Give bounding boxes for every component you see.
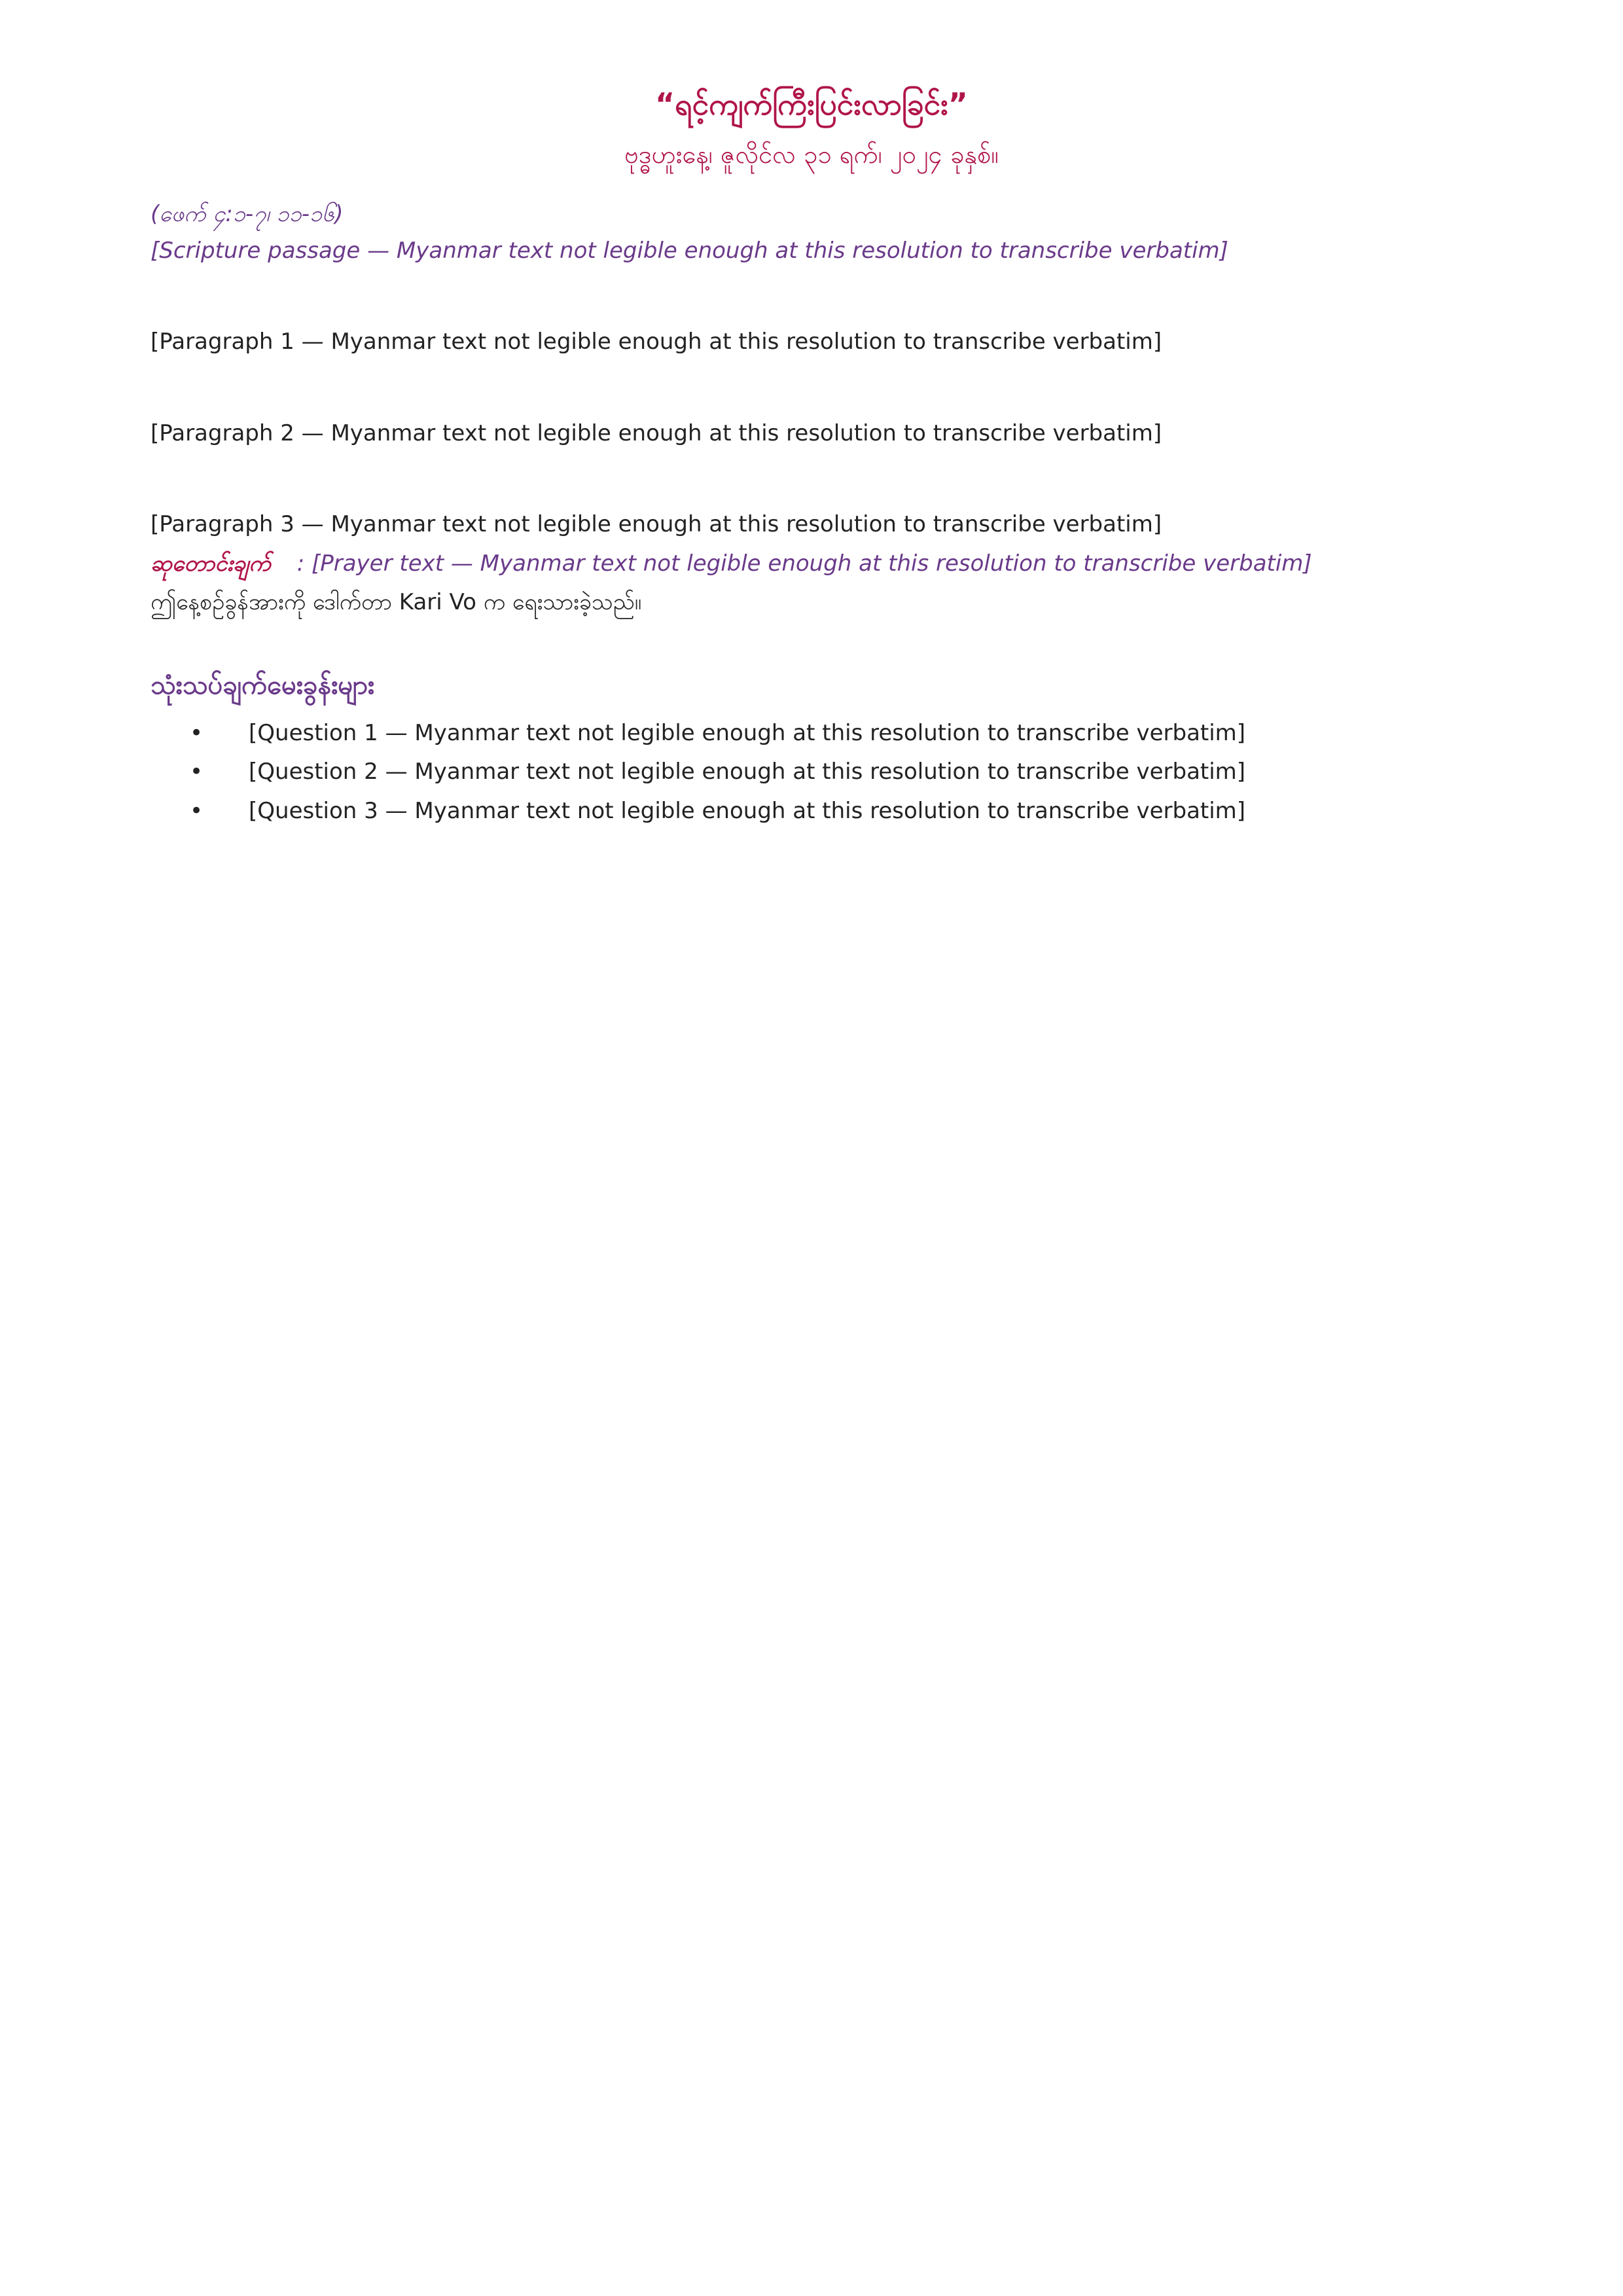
body-paragraph-2: [Paragraph 2 — Myanmar text not legible enough at this resolution to transcribe verbatim] [151,420,1162,446]
list-item [190,792,1472,831]
body-paragraph-3: [Paragraph 3 — Myanmar text not legible enough at this resolution to transcribe verbatim] [151,511,1162,538]
page-title: “ရင့်ကျက်ကြီးပြင်းလာခြင်း” [654,86,969,122]
prayer-label: ဆုတောင်းချက် [151,550,271,577]
list-item [190,753,1472,792]
bullet-icon: • [190,759,204,785]
scripture-reference: (ဖေက် ၄:၁-၇၊ ၁၁-၁၆) [151,201,344,228]
question-text-1: [Question 1 — Myanmar text not legible enough at this resolution to transcribe verbatim] [249,719,1246,746]
list-item [190,714,1472,753]
author-line: ဤနေ့စဉ်ခွန်အားကို ဒေါက်တာ Kari Vo က ရေးသားခဲ့သည်။ [151,589,642,616]
scripture-quote: [Scripture passage — Myanmar text not legible enough at this resolution to transcribe verbatim] [151,237,1228,264]
reflection-questions-heading: သုံးသပ်ချက်မေးခွန်းများ [151,670,375,700]
prayer [151,545,1472,584]
body-paragraph-1: [Paragraph 1 — Myanmar text not legible enough at this resolution to transcribe verbatim] [151,329,1162,355]
question-text-3: [Question 3 — Myanmar text not legible enough at this resolution to transcribe verbatim] [249,797,1246,824]
prayer-text: : [Prayer text — Myanmar text not legible enough at this resolution to transcribe verbatim] [296,550,1312,577]
question-text-2: [Question 2 — Myanmar text not legible enough at this resolution to transcribe verbatim] [249,759,1246,785]
bullet-icon: • [190,797,204,824]
reflection-questions-list [151,714,1472,831]
page-date: ဗုဒ္ဓဟူးနေ့၊ ဇူလိုင်လ ၃၁ ရက်၊ ၂၀၂၄ ခုနှစ်။ [624,139,999,169]
bullet-icon: • [190,719,204,746]
